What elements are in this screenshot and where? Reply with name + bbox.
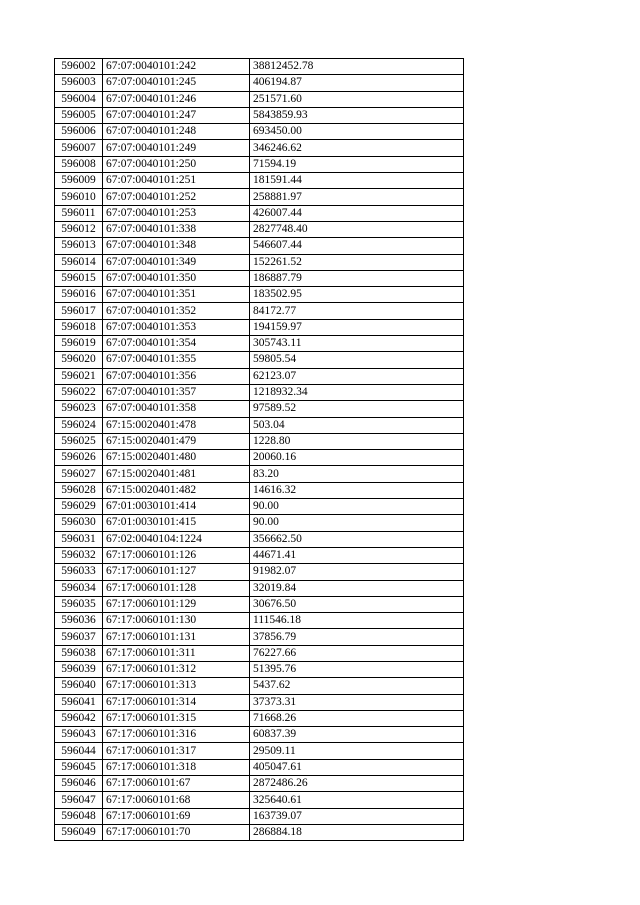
value-cell: 503.04: [250, 417, 464, 433]
table-row: [55, 824, 464, 840]
value-cell: 76227.66: [250, 645, 464, 661]
cadastral-number-cell: 67:07:0040101:249: [103, 140, 250, 156]
row-id-cell: 596028: [55, 482, 103, 498]
cadastral-number-cell: 67:17:0060101:317: [103, 743, 250, 759]
value-cell: 90.00: [250, 515, 464, 531]
row-id-cell: 596030: [55, 515, 103, 531]
table-row: [55, 303, 464, 319]
cadastral-number-cell: 67:17:0060101:128: [103, 580, 250, 596]
value-cell: 286884.18: [250, 824, 464, 840]
table-row: [55, 319, 464, 335]
row-id-cell: 596046: [55, 776, 103, 792]
table-row: [55, 352, 464, 368]
table-row: [55, 678, 464, 694]
cadastral-number-cell: 67:17:0060101:314: [103, 694, 250, 710]
cadastral-number-cell: 67:07:0040101:248: [103, 124, 250, 140]
cadastral-number-cell: 67:07:0040101:349: [103, 254, 250, 270]
cadastral-number-cell: 67:07:0040101:348: [103, 238, 250, 254]
value-cell: 44671.41: [250, 547, 464, 563]
cadastral-number-cell: 67:17:0060101:129: [103, 596, 250, 612]
cadastral-number-cell: 67:01:0030101:415: [103, 515, 250, 531]
table-row: [55, 792, 464, 808]
table-row: [55, 287, 464, 303]
cadastral-number-cell: 67:15:0020401:482: [103, 482, 250, 498]
table-row: [55, 238, 464, 254]
table-row: [55, 466, 464, 482]
value-cell: 32019.84: [250, 580, 464, 596]
row-id-cell: 596011: [55, 205, 103, 221]
value-cell: 186887.79: [250, 270, 464, 286]
value-cell: 83.20: [250, 466, 464, 482]
cadastral-number-cell: 67:17:0060101:313: [103, 678, 250, 694]
row-id-cell: 596014: [55, 254, 103, 270]
value-cell: 51395.76: [250, 661, 464, 677]
value-cell: 346246.62: [250, 140, 464, 156]
row-id-cell: 596022: [55, 384, 103, 400]
table-row: [55, 515, 464, 531]
row-id-cell: 596036: [55, 613, 103, 629]
row-id-cell: 596039: [55, 661, 103, 677]
row-id-cell: 596010: [55, 189, 103, 205]
table-row: [55, 759, 464, 775]
value-cell: 251571.60: [250, 91, 464, 107]
table-row: [55, 547, 464, 563]
value-cell: 152261.52: [250, 254, 464, 270]
value-cell: 37856.79: [250, 629, 464, 645]
table-row: [55, 450, 464, 466]
row-id-cell: 596038: [55, 645, 103, 661]
cadastral-number-cell: 67:15:0020401:480: [103, 450, 250, 466]
value-cell: 71594.19: [250, 156, 464, 172]
row-id-cell: 596035: [55, 596, 103, 612]
table-row: [55, 336, 464, 352]
value-cell: 2872486.26: [250, 776, 464, 792]
row-id-cell: 596007: [55, 140, 103, 156]
row-id-cell: 596013: [55, 238, 103, 254]
table-row: [55, 499, 464, 515]
value-cell: 305743.11: [250, 336, 464, 352]
value-cell: 1218932.34: [250, 384, 464, 400]
cadastral-number-cell: 67:17:0060101:312: [103, 661, 250, 677]
cadastral-number-cell: 67:17:0060101:311: [103, 645, 250, 661]
cadastral-number-cell: 67:07:0040101:338: [103, 221, 250, 237]
value-cell: 90.00: [250, 499, 464, 515]
value-cell: 258881.97: [250, 189, 464, 205]
cadastral-number-cell: 67:07:0040101:250: [103, 156, 250, 172]
cadastral-number-cell: 67:17:0060101:69: [103, 808, 250, 824]
table-body: [55, 59, 464, 841]
cadastral-number-cell: 67:17:0060101:130: [103, 613, 250, 629]
cadastral-number-cell: 67:15:0020401:479: [103, 433, 250, 449]
cadastral-number-cell: 67:07:0040101:355: [103, 352, 250, 368]
value-cell: 325640.61: [250, 792, 464, 808]
cadastral-number-cell: 67:07:0040101:353: [103, 319, 250, 335]
table-row: [55, 221, 464, 237]
table-row: [55, 59, 464, 75]
cadastral-number-cell: 67:01:0030101:414: [103, 499, 250, 515]
value-cell: 62123.07: [250, 368, 464, 384]
table-row: [55, 661, 464, 677]
row-id-cell: 596006: [55, 124, 103, 140]
row-id-cell: 596002: [55, 59, 103, 75]
value-cell: 59805.54: [250, 352, 464, 368]
cadastral-number-cell: 67:07:0040101:354: [103, 336, 250, 352]
row-id-cell: 596016: [55, 287, 103, 303]
cadastral-number-cell: 67:07:0040101:356: [103, 368, 250, 384]
row-id-cell: 596043: [55, 727, 103, 743]
row-id-cell: 596049: [55, 824, 103, 840]
row-id-cell: 596020: [55, 352, 103, 368]
value-cell: 20060.16: [250, 450, 464, 466]
table-row: [55, 189, 464, 205]
table-row: [55, 710, 464, 726]
table-row: [55, 808, 464, 824]
value-cell: 546607.44: [250, 238, 464, 254]
table-row: [55, 743, 464, 759]
row-id-cell: 596018: [55, 319, 103, 335]
row-id-cell: 596008: [55, 156, 103, 172]
value-cell: 1228.80: [250, 433, 464, 449]
row-id-cell: 596017: [55, 303, 103, 319]
row-id-cell: 596023: [55, 401, 103, 417]
row-id-cell: 596025: [55, 433, 103, 449]
cadastral-number-cell: 67:07:0040101:242: [103, 59, 250, 75]
value-cell: 97589.52: [250, 401, 464, 417]
cadastral-number-cell: 67:07:0040101:357: [103, 384, 250, 400]
table-row: [55, 645, 464, 661]
table-row: [55, 254, 464, 270]
row-id-cell: 596047: [55, 792, 103, 808]
cadastral-number-cell: 67:07:0040101:252: [103, 189, 250, 205]
table-row: [55, 401, 464, 417]
cadastral-number-cell: 67:15:0020401:481: [103, 466, 250, 482]
table-row: [55, 727, 464, 743]
table-row: [55, 124, 464, 140]
table-row: [55, 173, 464, 189]
cadastral-number-cell: 67:07:0040101:351: [103, 287, 250, 303]
value-cell: 30676.50: [250, 596, 464, 612]
row-id-cell: 596004: [55, 91, 103, 107]
data-table: [54, 58, 464, 841]
row-id-cell: 596029: [55, 499, 103, 515]
value-cell: 181591.44: [250, 173, 464, 189]
cadastral-number-cell: 67:02:0040104:1224: [103, 531, 250, 547]
value-cell: 5437.62: [250, 678, 464, 694]
value-cell: 2827748.40: [250, 221, 464, 237]
value-cell: 29509.11: [250, 743, 464, 759]
row-id-cell: 596037: [55, 629, 103, 645]
row-id-cell: 596034: [55, 580, 103, 596]
table-row: [55, 107, 464, 123]
row-id-cell: 596024: [55, 417, 103, 433]
value-cell: 183502.95: [250, 287, 464, 303]
row-id-cell: 596005: [55, 107, 103, 123]
value-cell: 91982.07: [250, 564, 464, 580]
cadastral-number-cell: 67:07:0040101:253: [103, 205, 250, 221]
row-id-cell: 596033: [55, 564, 103, 580]
cadastral-number-cell: 67:17:0060101:316: [103, 727, 250, 743]
table-row: [55, 384, 464, 400]
value-cell: 426007.44: [250, 205, 464, 221]
value-cell: 5843859.93: [250, 107, 464, 123]
value-cell: 37373.31: [250, 694, 464, 710]
cadastral-number-cell: 67:17:0060101:68: [103, 792, 250, 808]
value-cell: 14616.32: [250, 482, 464, 498]
cadastral-number-cell: 67:07:0040101:246: [103, 91, 250, 107]
row-id-cell: 596048: [55, 808, 103, 824]
table-row: [55, 580, 464, 596]
cadastral-number-cell: 67:17:0060101:70: [103, 824, 250, 840]
table-row: [55, 270, 464, 286]
table-row: [55, 776, 464, 792]
row-id-cell: 596019: [55, 336, 103, 352]
value-cell: 163739.07: [250, 808, 464, 824]
table-row: [55, 613, 464, 629]
row-id-cell: 596044: [55, 743, 103, 759]
value-cell: 406194.87: [250, 75, 464, 91]
cadastral-number-cell: 67:07:0040101:350: [103, 270, 250, 286]
cadastral-number-cell: 67:17:0060101:131: [103, 629, 250, 645]
row-id-cell: 596026: [55, 450, 103, 466]
value-cell: 71668.26: [250, 710, 464, 726]
cadastral-number-cell: 67:07:0040101:245: [103, 75, 250, 91]
cadastral-number-cell: 67:17:0060101:315: [103, 710, 250, 726]
table-row: [55, 91, 464, 107]
table-row: [55, 531, 464, 547]
value-cell: 38812452.78: [250, 59, 464, 75]
value-cell: 111546.18: [250, 613, 464, 629]
table-row: [55, 629, 464, 645]
table-row: [55, 694, 464, 710]
value-cell: 60837.39: [250, 727, 464, 743]
cadastral-number-cell: 67:17:0060101:127: [103, 564, 250, 580]
value-cell: 356662.50: [250, 531, 464, 547]
row-id-cell: 596015: [55, 270, 103, 286]
value-cell: 405047.61: [250, 759, 464, 775]
table-row: [55, 156, 464, 172]
row-id-cell: 596045: [55, 759, 103, 775]
cadastral-number-cell: 67:15:0020401:478: [103, 417, 250, 433]
cadastral-number-cell: 67:07:0040101:358: [103, 401, 250, 417]
row-id-cell: 596021: [55, 368, 103, 384]
value-cell: 194159.97: [250, 319, 464, 335]
cadastral-number-cell: 67:07:0040101:251: [103, 173, 250, 189]
table-row: [55, 205, 464, 221]
table-row: [55, 368, 464, 384]
table-row: [55, 596, 464, 612]
row-id-cell: 596031: [55, 531, 103, 547]
cadastral-number-cell: 67:17:0060101:126: [103, 547, 250, 563]
row-id-cell: 596009: [55, 173, 103, 189]
value-cell: 693450.00: [250, 124, 464, 140]
value-cell: 84172.77: [250, 303, 464, 319]
row-id-cell: 596032: [55, 547, 103, 563]
row-id-cell: 596040: [55, 678, 103, 694]
row-id-cell: 596003: [55, 75, 103, 91]
row-id-cell: 596027: [55, 466, 103, 482]
cadastral-number-cell: 67:07:0040101:247: [103, 107, 250, 123]
table-row: [55, 433, 464, 449]
table-row: [55, 482, 464, 498]
table-row: [55, 140, 464, 156]
table-row: [55, 417, 464, 433]
table-row: [55, 564, 464, 580]
cadastral-number-cell: 67:17:0060101:318: [103, 759, 250, 775]
row-id-cell: 596012: [55, 221, 103, 237]
cadastral-number-cell: 67:07:0040101:352: [103, 303, 250, 319]
row-id-cell: 596042: [55, 710, 103, 726]
table-row: [55, 75, 464, 91]
cadastral-number-cell: 67:17:0060101:67: [103, 776, 250, 792]
row-id-cell: 596041: [55, 694, 103, 710]
